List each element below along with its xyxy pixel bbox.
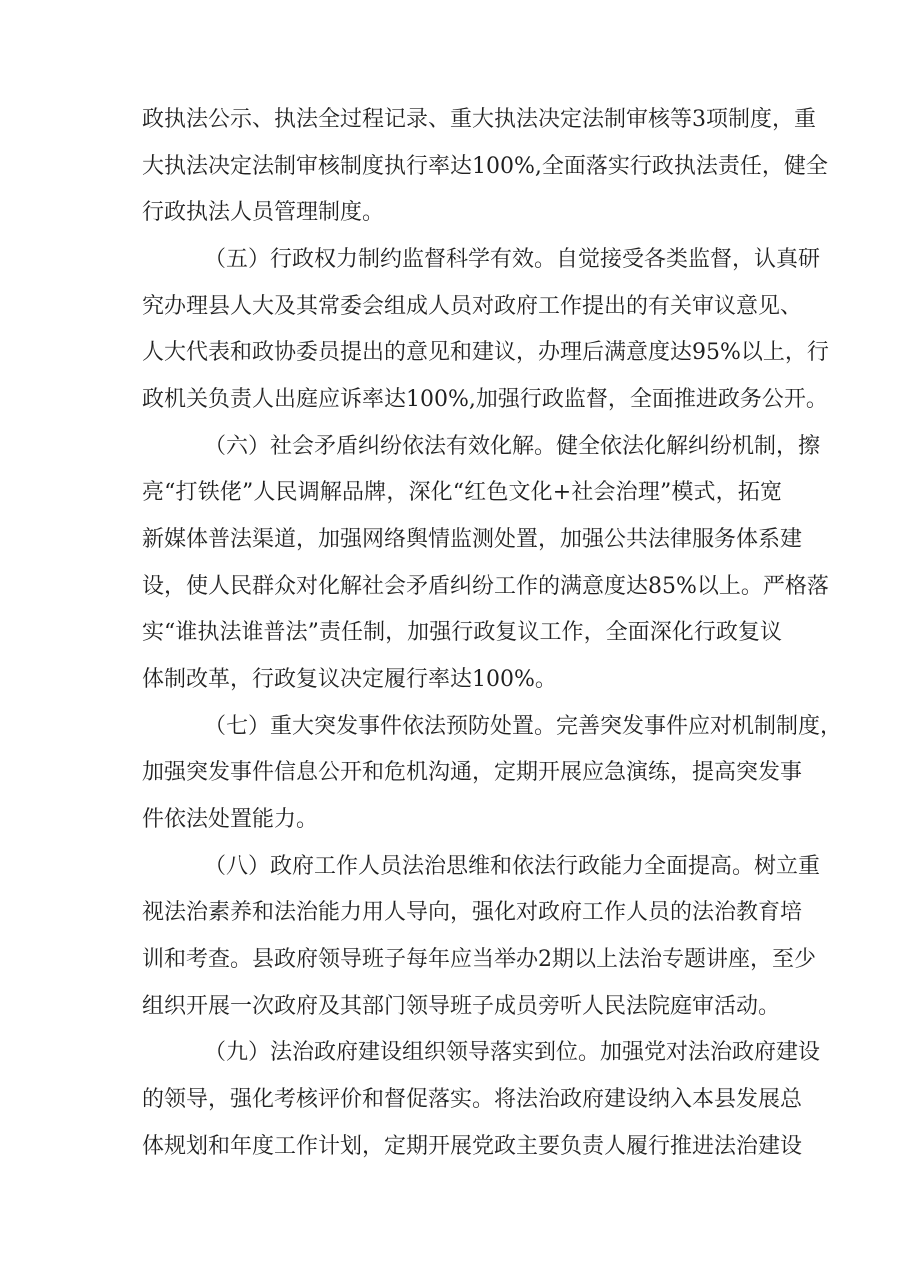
paragraph-5-line-1: （八）政府工作人员法治思维和依法行政能力全面提高。树立重 [204,854,821,879]
paragraph-3-line-3: 新媒体普法渠道，加强网络舆情监测处置，加强公共法律服务体系建 [142,527,803,552]
paragraph-6-line-2: 的领导，强化考核评价和督促落实。将法治政府建设纳入本县发展总 [142,1087,803,1112]
paragraph-1-line-1: 政执法公示、执法全过程记录、重大执法决定法制审核等3项制度，重 [142,107,816,132]
paragraph-2-line-1: （五）行政权力制约监督科学有效。自觉接受各类监督，认真研 [204,247,821,272]
paragraph-5-line-4: 组织开展一次政府及其部门领导班子成员旁听人民法院庭审活动。 [142,994,781,1019]
paragraph-4-line-1: （七）重大突发事件依法预防处置。完善突发事件应对机制制度， [204,714,843,739]
paragraph-3-line-4: 设，使人民群众对化解社会矛盾纠纷工作的满意度达85%以上。严格落 [142,574,829,599]
paragraph-2-line-3: 人大代表和政协委员提出的意见和建议，办理后满意度达95%以上，行 [142,340,829,365]
paragraph-5-line-3: 训和考查。县政府领导班子每年应当举办2期以上法治专题讲座，至少 [142,947,816,972]
paragraph-3-line-6: 体制改革，行政复议决定履行率达100%。 [142,667,557,692]
paragraph-2-line-2: 究办理县人大及其常委会组成人员对政府工作提出的有关审议意见、 [142,294,803,319]
paragraph-4-line-2: 加强突发事件信息公开和危机沟通，定期开展应急演练，提高突发事 [142,760,803,785]
paragraph-1-line-2: 大执法决定法制审核制度执行率达100%,全面落实行政执法责任，健全 [142,154,828,179]
paragraph-6-line-3: 体规划和年度工作计划，定期开展党政主要负责人履行推进法治建设 [142,1134,803,1159]
paragraph-6-line-1: （九）法治政府建设组织领导落实到位。加强党对法治政府建设 [204,1040,821,1065]
paragraph-1-line-3: 行政执法人员管理制度。 [142,200,385,225]
paragraph-3-line-1: （六）社会矛盾纠纷依法有效化解。健全依法化解纠纷机制，擦 [204,434,821,459]
paragraph-3-line-5: 实“谁执法谁普法”责任制，加强行政复议工作，全面深化行政复议 [142,620,782,645]
paragraph-3-line-2: 亮“打铁佬”人民调解品牌，深化“红色文化+社会治理”模式，拓宽 [142,480,782,505]
paragraph-4-line-3: 件依法处置能力。 [142,807,319,832]
paragraph-5-line-2: 视法治素养和法治能力用人导向，强化对政府工作人员的法治教育培 [142,900,803,925]
paragraph-2-line-4: 政机关负责人出庭应诉率达100%,加强行政监督，全面推进政务公开。 [142,387,828,412]
